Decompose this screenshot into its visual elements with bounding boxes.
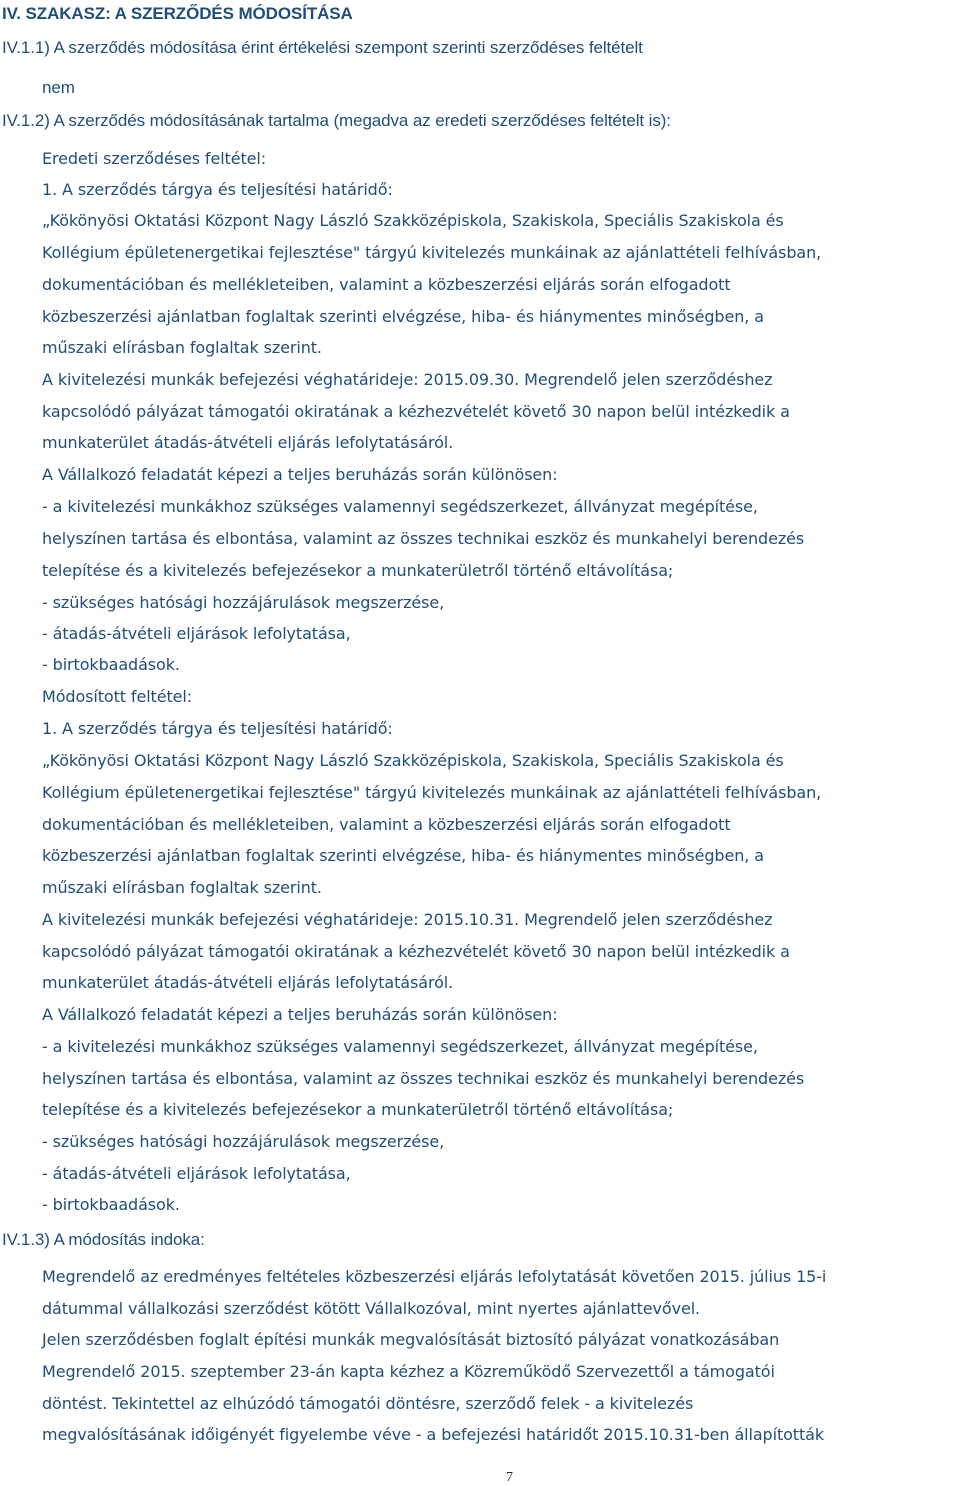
original-line: A Vállalkozó feladatát képezi a teljes beruházás során különösen: xyxy=(42,465,558,484)
reason-line: dátummal vállalkozási szerződést kötött Vállalkozóval, mint nyertes ajánlattevővel. xyxy=(42,1299,701,1318)
modified-line: telepítése és a kivitelezés befejezésekor a munkaterületről történő eltávolítása; xyxy=(42,1100,674,1119)
modified-line: - a kivitelezési munkákhoz szükséges valamennyi segédszerkezet, állványzat megépítése, xyxy=(42,1037,758,1056)
original-condition-heading: Eredeti szerződéses feltétel: xyxy=(42,149,267,168)
original-line: Kollégium épületenergetikai fejlesztése" tárgyú kivitelezés munkáinak az ajánlattételi felhívásban, xyxy=(42,243,822,262)
original-line: „Kökönyösi Oktatási Központ Nagy László Szakközépiskola, Szakiskola, Speciális Szakiskola és xyxy=(42,211,784,230)
question-3-label: IV.1.3) A módosítás indoka: xyxy=(2,1230,205,1249)
original-line: telepítése és a kivitelezés befejezésekor a munkaterületről történő eltávolítása; xyxy=(42,561,674,580)
original-line: műszaki elírásban foglaltak szerint. xyxy=(42,338,322,357)
original-line: munkaterület átadás-átvételi eljárás lefolytatásáról. xyxy=(42,433,454,452)
modified-line: 1. A szerződés tárgya és teljesítési határidő: xyxy=(42,719,393,738)
modified-line: „Kökönyösi Oktatási Központ Nagy László Szakközépiskola, Szakiskola, Speciális Szakiskola és xyxy=(42,751,784,770)
modified-line: munkaterület átadás-átvételi eljárás lefolytatásáról. xyxy=(42,973,454,992)
modified-line: - átadás-átvételi eljárások lefolytatása, xyxy=(42,1164,351,1183)
original-line: helyszínen tartása és elbontása, valamint az összes technikai eszköz és munkahelyi berendezés xyxy=(42,529,805,548)
modified-line: kapcsolódó pályázat támogatói okiratának a kézhezvételét követő 30 napon belül intézkedik a xyxy=(42,942,790,961)
modified-line: A kivitelezési munkák befejezési véghatárideje: 2015.10.31. Megrendelő jelen szerződéshez xyxy=(42,910,773,929)
modified-line: dokumentációban és mellékleteiben, valamint a közbeszerzési eljárás során elfogadott xyxy=(42,815,731,834)
original-line: közbeszerzési ajánlatban foglaltak szerinti elvégzése, hiba- és hiánymentes minőségben, a xyxy=(42,307,764,326)
original-line: dokumentációban és mellékleteiben, valamint a közbeszerzési eljárás során elfogadott xyxy=(42,275,731,294)
question-2-label: IV.1.2) A szerződés módosításának tartalma (megadva az eredeti szerződéses feltételt is): xyxy=(2,111,671,130)
modified-line: A Vállalkozó feladatát képezi a teljes beruházás során különösen: xyxy=(42,1005,558,1024)
question-1-answer: nem xyxy=(42,78,75,97)
page-number: 7 xyxy=(506,1470,513,1485)
original-line: kapcsolódó pályázat támogatói okiratának a kézhezvételét követő 30 napon belül intézkedik a xyxy=(42,402,790,421)
original-line: 1. A szerződés tárgya és teljesítési határidő: xyxy=(42,180,393,199)
question-1-label: IV.1.1) A szerződés módosítása érint értékelési szempont szerinti szerződéses feltételt xyxy=(2,38,643,57)
reason-line: Jelen szerződésben foglalt építési munkák megvalósítását biztosító pályázat vonatkozásában xyxy=(42,1330,780,1349)
reason-line: megvalósításának időigényét figyelembe véve - a befejezési határidőt 2015.10.31-ben állapították xyxy=(42,1425,825,1444)
reason-line: Megrendelő 2015. szeptember 23-án kapta kézhez a Közreműködő Szervezettől a támogatói xyxy=(42,1362,775,1381)
modified-line: közbeszerzési ajánlatban foglaltak szerinti elvégzése, hiba- és hiánymentes minőségben, a xyxy=(42,846,764,865)
original-line: - a kivitelezési munkákhoz szükséges valamennyi segédszerkezet, állványzat megépítése, xyxy=(42,497,758,516)
modified-line: - birtokbaadások. xyxy=(42,1195,180,1214)
section-title: IV. SZAKASZ: A SZERZŐDÉS MÓDOSÍTÁSA xyxy=(2,4,353,23)
modified-line: műszaki elírásban foglaltak szerint. xyxy=(42,878,322,897)
modified-line: Kollégium épületenergetikai fejlesztése" tárgyú kivitelezés munkáinak az ajánlattételi felhívásban, xyxy=(42,783,822,802)
modified-line: - szükséges hatósági hozzájárulások megszerzése, xyxy=(42,1132,445,1151)
original-line: - átadás-átvételi eljárások lefolytatása, xyxy=(42,624,351,643)
original-line: - birtokbaadások. xyxy=(42,655,180,674)
reason-line: Megrendelő az eredményes feltételes közbeszerzési eljárás lefolytatását követően 2015. július 15-i xyxy=(42,1267,827,1286)
original-line: - szükséges hatósági hozzájárulások megszerzése, xyxy=(42,593,445,612)
original-line: A kivitelezési munkák befejezési véghatárideje: 2015.09.30. Megrendelő jelen szerződéshez xyxy=(42,370,773,389)
modified-line: helyszínen tartása és elbontása, valamint az összes technikai eszköz és munkahelyi berendezés xyxy=(42,1069,805,1088)
modified-condition-heading: Módosított feltétel: xyxy=(42,687,193,706)
reason-line: döntést. Tekintettel az elhúzódó támogatói döntésre, szerződő felek - a kivitelezés xyxy=(42,1394,694,1413)
